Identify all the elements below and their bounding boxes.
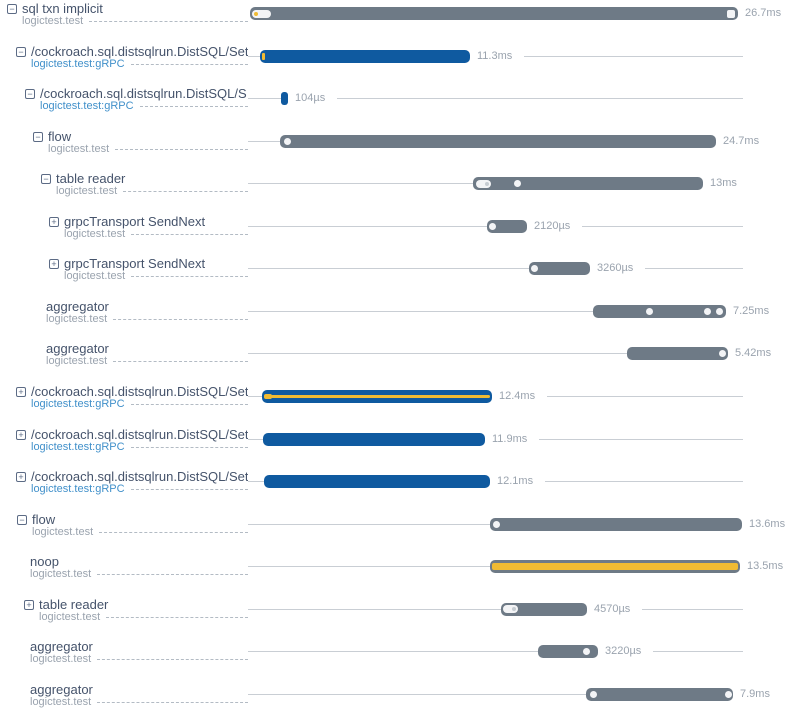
span-bar[interactable] xyxy=(264,475,490,488)
span-bar[interactable] xyxy=(473,177,703,190)
span-subrow xyxy=(40,100,248,113)
leader-dashed-line xyxy=(131,489,248,490)
leader-solid-line xyxy=(248,56,260,57)
span-title: grpcTransport SendNext xyxy=(64,256,206,272)
expand-icon[interactable]: + xyxy=(16,472,26,482)
log-marker xyxy=(590,691,597,698)
span-row xyxy=(0,383,786,426)
log-marker xyxy=(493,521,500,528)
span-duration: 12.1ms xyxy=(497,475,534,488)
span-title: sql txn implicit xyxy=(22,1,103,16)
expand-icon[interactable]: + xyxy=(49,217,59,227)
span-title: aggregator xyxy=(46,298,109,314)
span-duration: 5.42ms xyxy=(735,347,772,360)
log-marker xyxy=(284,138,291,145)
span-title: table reader xyxy=(56,171,126,187)
marker-dot xyxy=(485,182,489,186)
span-service-label: logictest.test:gRPC xyxy=(31,483,125,496)
leader-dashed-line xyxy=(113,361,248,362)
span-service-label: logictest.test xyxy=(32,525,94,538)
span-row xyxy=(0,298,786,341)
leader-solid-line xyxy=(248,183,473,184)
span-service-label: logictest.test:gRPC xyxy=(31,440,125,453)
leader-dashed-line xyxy=(97,702,248,703)
span-row xyxy=(0,468,786,511)
span-service-label: logictest.test xyxy=(30,568,92,581)
log-marker xyxy=(719,350,726,357)
log-marker xyxy=(252,10,271,18)
span-service-label: logictest.test:gRPC xyxy=(40,100,134,113)
expand-icon[interactable]: + xyxy=(24,600,34,610)
span-bar[interactable] xyxy=(263,433,485,446)
collapse-icon[interactable]: − xyxy=(17,515,27,525)
span-duration: 7.9ms xyxy=(740,687,770,700)
leader-solid-line xyxy=(248,609,501,610)
span-subrow xyxy=(64,270,248,283)
leader-solid-line xyxy=(248,226,487,227)
span-row xyxy=(0,170,786,213)
span-bar[interactable] xyxy=(281,92,288,105)
leader-dashed-line xyxy=(99,532,248,533)
leader-solid-line xyxy=(248,694,586,695)
critical-path-stripe xyxy=(264,395,490,398)
leader-dashed-line xyxy=(106,617,248,618)
marker-dot xyxy=(512,607,516,611)
expand-icon[interactable]: + xyxy=(16,430,26,440)
log-marker xyxy=(503,605,518,613)
span-subrow xyxy=(64,228,248,241)
span-row xyxy=(0,596,786,639)
leader-dashed-line xyxy=(131,276,248,277)
leader-solid-line xyxy=(248,396,262,397)
span-title: aggregator xyxy=(30,681,93,697)
span-duration: 3220µs xyxy=(605,645,642,658)
leader-solid-line xyxy=(248,481,264,482)
span-service-label: logictest.test xyxy=(30,695,92,708)
span-title: flow xyxy=(48,128,72,144)
span-bar[interactable] xyxy=(593,305,726,318)
log-marker xyxy=(727,10,735,18)
span-subrow xyxy=(30,653,248,666)
span-row xyxy=(0,340,786,383)
span-title: aggregator xyxy=(30,639,93,655)
span-subrow xyxy=(30,568,248,581)
leader-dashed-line xyxy=(89,21,248,22)
span-title: grpcTransport SendNext xyxy=(64,213,206,229)
span-duration: 13.5ms xyxy=(747,560,784,573)
span-subrow xyxy=(31,58,248,71)
leader-dashed-line xyxy=(115,149,248,150)
leader-dashed-line xyxy=(131,64,248,65)
span-service-label: logictest.test xyxy=(56,185,118,198)
span-duration: 4570µs xyxy=(594,602,631,615)
span-duration: 11.9ms xyxy=(492,432,528,445)
yellow-dot xyxy=(254,12,258,16)
collapse-icon[interactable]: − xyxy=(33,132,43,142)
span-row xyxy=(0,85,786,128)
leader-solid-line xyxy=(248,524,490,525)
log-marker xyxy=(476,180,491,188)
collapse-icon[interactable]: − xyxy=(25,89,35,99)
span-title: /cockroach.sql.distsqlrun.DistSQL/Set xyxy=(31,383,248,399)
span-subrow xyxy=(39,611,248,624)
collapse-icon[interactable]: − xyxy=(16,47,26,57)
span-bar[interactable] xyxy=(529,262,590,275)
span-title: /cockroach.sql.distsqlrun.DistSQL/Set xyxy=(31,43,248,59)
span-subrow xyxy=(30,696,248,709)
span-bar[interactable] xyxy=(501,603,587,616)
leader-dashed-line xyxy=(97,659,248,660)
leader-solid-line xyxy=(248,439,263,440)
log-marker xyxy=(514,180,521,187)
log-marker xyxy=(646,308,653,315)
span-subrow xyxy=(46,313,248,326)
span-row xyxy=(0,213,786,256)
trailing-line xyxy=(653,651,743,652)
span-service-label: logictest.test xyxy=(64,227,126,240)
span-row xyxy=(0,255,786,298)
trailing-line xyxy=(337,98,743,99)
span-subrow xyxy=(31,483,248,496)
log-marker xyxy=(489,223,496,230)
critical-path-fill xyxy=(492,563,738,570)
span-subrow xyxy=(32,526,248,539)
span-bar[interactable] xyxy=(250,7,738,20)
expand-icon[interactable]: + xyxy=(49,259,59,269)
log-marker xyxy=(716,308,723,315)
span-service-label: logictest.test xyxy=(30,653,92,666)
span-title: noop xyxy=(30,554,59,570)
span-title: /cockroach.sql.distsqlrun.DistSQL/Set xyxy=(31,426,248,442)
collapse-icon[interactable]: − xyxy=(41,174,51,184)
expand-icon[interactable]: + xyxy=(16,387,26,397)
leader-solid-line xyxy=(248,141,280,142)
span-bar[interactable] xyxy=(490,560,740,573)
span-title: aggregator xyxy=(46,341,109,357)
span-duration: 13ms xyxy=(710,177,737,190)
span-duration: 24.7ms xyxy=(723,134,760,147)
leader-dashed-line xyxy=(131,234,248,235)
span-row xyxy=(0,43,786,86)
span-duration: 12.4ms xyxy=(499,389,536,402)
span-bar[interactable] xyxy=(487,220,527,233)
trailing-line xyxy=(582,226,743,227)
span-bar[interactable] xyxy=(627,347,728,360)
leader-dashed-line xyxy=(113,319,248,320)
span-row xyxy=(0,426,786,469)
span-subrow xyxy=(22,15,248,28)
span-service-label: logictest.test xyxy=(48,142,110,155)
span-row xyxy=(0,511,786,554)
log-marker xyxy=(583,648,590,655)
span-duration: 3260µs xyxy=(597,262,634,275)
span-subrow xyxy=(31,398,248,411)
trailing-line xyxy=(642,609,743,610)
span-bar[interactable] xyxy=(490,518,742,531)
span-row xyxy=(0,128,786,171)
leader-solid-line xyxy=(248,651,538,652)
span-bar[interactable] xyxy=(280,135,716,148)
span-duration: 26.7ms xyxy=(745,7,782,19)
span-row xyxy=(0,638,786,681)
span-subrow xyxy=(56,185,248,198)
log-marker xyxy=(725,691,732,698)
leader-solid-line xyxy=(248,353,627,354)
span-duration: 7.25ms xyxy=(733,304,770,317)
span-title: flow xyxy=(32,511,56,527)
leader-dashed-line xyxy=(131,404,248,405)
trailing-line xyxy=(539,439,743,440)
span-title: table reader xyxy=(39,596,109,612)
leader-solid-line xyxy=(248,566,490,567)
span-title: /cockroach.sql.distsqlrun.DistSQL/Set xyxy=(31,469,248,485)
span-service-label: logictest.test xyxy=(64,270,126,283)
span-bar[interactable] xyxy=(262,390,492,403)
leader-solid-line xyxy=(248,311,593,312)
span-bar[interactable] xyxy=(586,688,733,701)
leader-dashed-line xyxy=(140,106,248,107)
span-subrow xyxy=(46,355,248,368)
log-marker xyxy=(531,265,538,272)
span-subrow xyxy=(48,143,248,156)
span-service-label: logictest.test:gRPC xyxy=(31,57,125,70)
span-duration: 13.6ms xyxy=(749,517,786,530)
span-row xyxy=(0,553,786,596)
span-bar[interactable] xyxy=(538,645,598,658)
span-row xyxy=(0,681,786,724)
span-row xyxy=(0,0,786,43)
log-marker xyxy=(704,308,711,315)
trailing-line xyxy=(547,396,743,397)
leader-dashed-line xyxy=(131,447,248,448)
critical-path-tick xyxy=(262,53,265,60)
collapse-icon[interactable]: − xyxy=(7,4,17,14)
span-service-label: logictest.test xyxy=(22,15,84,27)
trailing-line xyxy=(545,481,743,482)
leader-dashed-line xyxy=(97,574,248,575)
span-duration: 104µs xyxy=(295,92,326,105)
span-service-label: logictest.test xyxy=(46,312,108,325)
span-bar[interactable] xyxy=(260,50,470,63)
span-service-label: logictest.test xyxy=(39,610,101,623)
span-duration: 11.3ms xyxy=(477,49,513,62)
leader-solid-line xyxy=(248,98,281,99)
trailing-line xyxy=(524,56,743,57)
span-title: /cockroach.sql.distsqlrun.DistSQL/S xyxy=(40,86,247,102)
leader-dashed-line xyxy=(123,191,248,192)
leader-solid-line xyxy=(248,268,529,269)
span-duration: 2120µs xyxy=(534,219,571,232)
critical-path-start-dash xyxy=(264,394,272,399)
trailing-line xyxy=(645,268,743,269)
span-service-label: logictest.test xyxy=(46,355,108,368)
span-subrow xyxy=(31,441,248,454)
span-service-label: logictest.test:gRPC xyxy=(31,397,125,410)
